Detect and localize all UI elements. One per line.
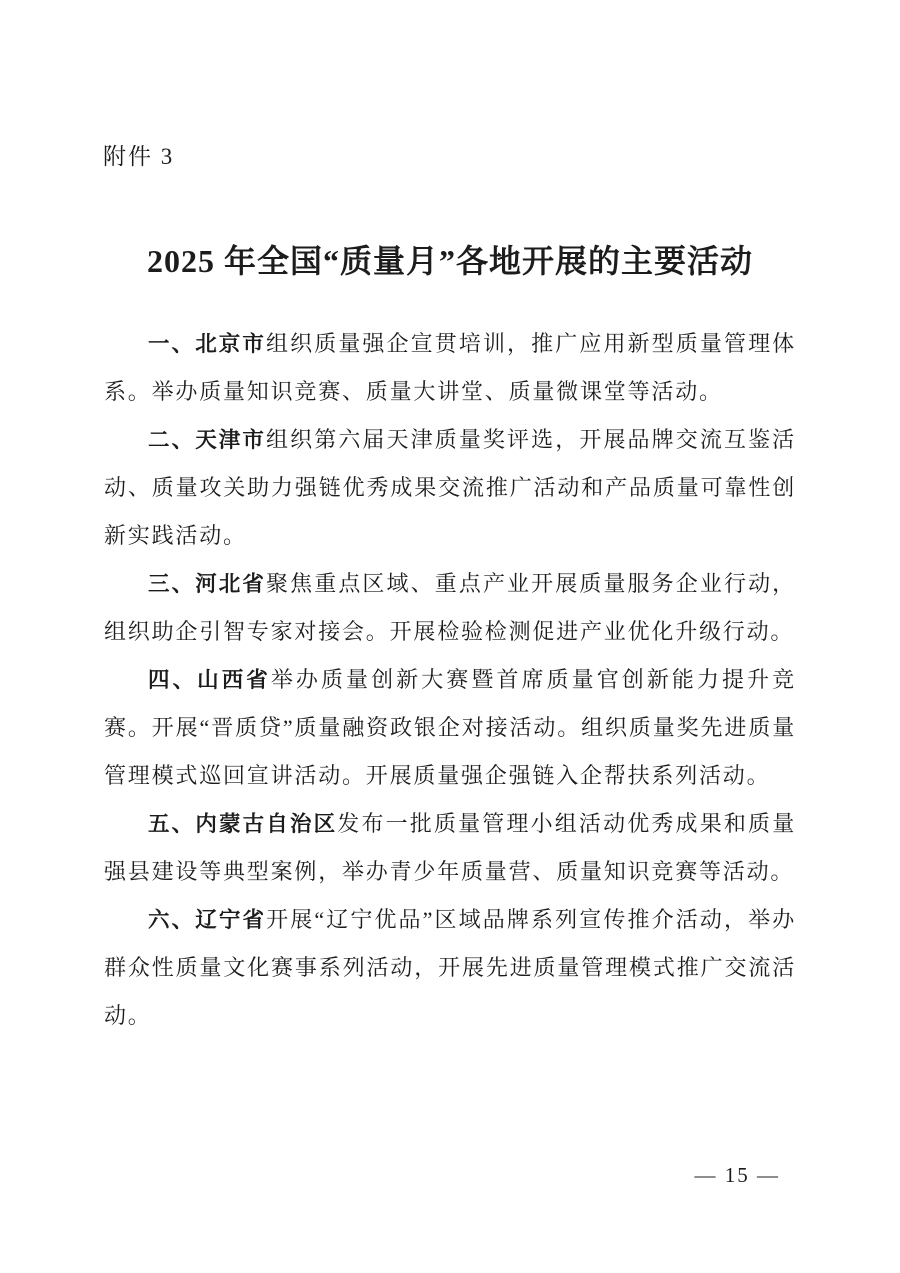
- paragraph-lead: 六、辽宁省: [148, 908, 267, 932]
- document-body: [104, 320, 796, 1040]
- paragraph-lead: 三、河北省: [148, 572, 267, 596]
- paragraph-lead: 四、山西省: [148, 668, 271, 692]
- paragraph-tianjin: [104, 416, 796, 560]
- paragraph-text: 举办质量创新大赛暨首席质量官创新能力提升竞赛。开展“晋质贷”质量融资政银企对接活动。组织质量奖先进质量管理模式巡回宣讲活动。开展质量强企强链入企帮扶系列活动。: [104, 667, 796, 788]
- paragraph-text: 开展“辽宁优品”区域品牌系列宣传推介活动，举办群众性质量文化赛事系列活动，开展先进质量管理模式推广交流活动。: [104, 907, 796, 1028]
- paragraph-hebei: [104, 560, 796, 656]
- paragraph-text: 发布一批质量管理小组活动优秀成果和质量强县建设等典型案例，举办青少年质量营、质量知识竞赛等活动。: [104, 811, 796, 884]
- paragraph-text: 组织质量强企宣贯培训，推广应用新型质量管理体系。举办质量知识竞赛、质量大讲堂、质量微课堂等活动。: [104, 331, 796, 404]
- paragraph-beijing: [104, 320, 796, 416]
- paragraph-text: 聚焦重点区域、重点产业开展质量服务企业行动，组织助企引智专家对接会。开展检验检测促进产业优化升级行动。: [104, 571, 796, 644]
- attachment-label: 附件 3: [103, 144, 175, 169]
- paragraph-lead: 一、北京市: [148, 332, 267, 356]
- page-number: — 15 —: [694, 1163, 780, 1187]
- paragraph-lead: 二、天津市: [148, 428, 267, 452]
- paragraph-neimenggu: [104, 800, 796, 896]
- paragraph-shanxi: [104, 656, 796, 800]
- paragraph-lead: 五、内蒙古自治区: [148, 812, 338, 836]
- document-title: 2025 年全国“质量月”各地开展的主要活动: [146, 243, 753, 279]
- paragraph-text: 组织第六届天津质量奖评选，开展品牌交流互鉴活动、质量攻关助力强链优秀成果交流推广活动和产品质量可靠性创新实践活动。: [104, 427, 796, 548]
- paragraph-liaoning: [104, 896, 796, 1040]
